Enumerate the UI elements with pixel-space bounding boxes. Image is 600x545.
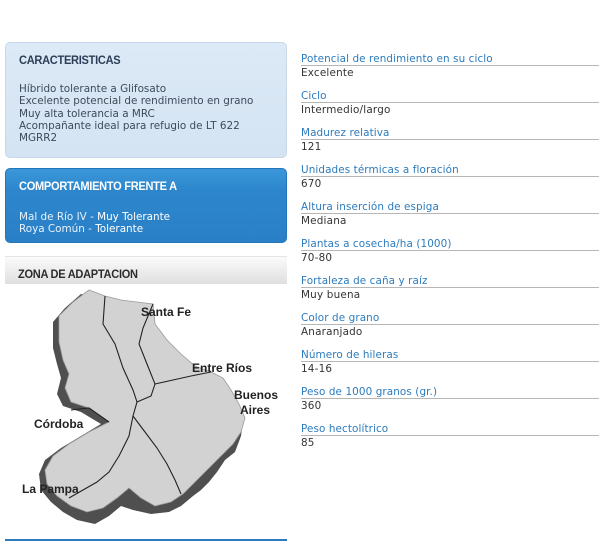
disease-name: Roya Común bbox=[19, 223, 85, 236]
zona-header bbox=[5, 256, 287, 285]
spec-label: Madurez relativa bbox=[301, 126, 599, 140]
label-aires: Aires bbox=[240, 403, 271, 417]
caracteristica-line: Híbrido tolerante a Glifosato bbox=[19, 83, 167, 95]
spec-row bbox=[301, 200, 599, 237]
spec-value: 70-80 bbox=[301, 252, 333, 264]
spec-row bbox=[301, 311, 599, 348]
spec-label: Ciclo bbox=[301, 89, 599, 103]
label-entre-rios: Entre Ríos bbox=[192, 361, 253, 375]
spec-value: Anaranjado bbox=[301, 326, 363, 338]
spec-label: Potencial de rendimiento en su ciclo bbox=[301, 52, 599, 66]
caracteristica-line: MGRR2 bbox=[19, 132, 58, 145]
label-santa-fe: Santa Fe bbox=[141, 305, 192, 319]
spec-row bbox=[301, 422, 599, 459]
spec-value: 85 bbox=[301, 437, 315, 449]
spec-row bbox=[301, 385, 599, 422]
comportamiento-panel bbox=[5, 168, 287, 243]
spec-row bbox=[301, 89, 599, 126]
caracteristicas-title: CARACTERISTICAS bbox=[19, 53, 121, 67]
spec-value: Excelente bbox=[301, 67, 354, 79]
comportamiento-title: COMPORTAMIENTO FRENTE A bbox=[19, 179, 177, 193]
spec-value: Intermedio/largo bbox=[301, 104, 391, 116]
spec-value: 360 bbox=[301, 400, 322, 412]
spec-label: Número de hileras bbox=[301, 348, 599, 362]
caracteristicas-list bbox=[19, 83, 253, 144]
caracteristica-line: Muy alta tolerancia a MRC bbox=[19, 107, 155, 120]
disease-row bbox=[19, 211, 170, 223]
label-cordoba: Córdoba bbox=[34, 417, 84, 431]
spec-value: 14-16 bbox=[301, 363, 333, 375]
spec-value: Muy buena bbox=[301, 289, 361, 301]
spec-row bbox=[301, 348, 599, 385]
spec-row bbox=[301, 52, 599, 89]
disease-row bbox=[19, 223, 170, 235]
adaptation-map bbox=[5, 284, 287, 534]
spec-label: Peso hectolítrico bbox=[301, 422, 599, 436]
spec-label: Altura inserción de espiga bbox=[301, 200, 599, 214]
spec-row bbox=[301, 163, 599, 200]
disease-rating: Tolerante bbox=[95, 223, 144, 236]
spec-value: 670 bbox=[301, 178, 322, 190]
comportamiento-list bbox=[19, 211, 170, 236]
zona-title: ZONA DE ADAPTACION bbox=[18, 267, 138, 281]
label-la-pampa: La Pampa bbox=[22, 482, 79, 496]
spec-label: Color de grano bbox=[301, 311, 599, 325]
spec-label: Unidades térmicas a floración bbox=[301, 163, 599, 177]
bottom-divider bbox=[5, 539, 287, 541]
spec-label: Plantas a cosecha/ha (1000) bbox=[301, 237, 599, 251]
spec-row bbox=[301, 274, 599, 311]
disease-name: Mal de Río IV bbox=[19, 211, 87, 223]
label-buenos: Buenos bbox=[234, 388, 279, 402]
spec-row bbox=[301, 126, 599, 163]
specs-list bbox=[301, 52, 599, 459]
spec-label: Fortaleza de caña y raíz bbox=[301, 274, 599, 288]
spec-value: 121 bbox=[301, 141, 322, 153]
caracteristicas-panel bbox=[5, 42, 287, 158]
separator: - bbox=[86, 211, 98, 223]
spec-value: Mediana bbox=[301, 215, 347, 227]
spec-label: Peso de 1000 granos (gr.) bbox=[301, 385, 599, 399]
spec-row bbox=[301, 237, 599, 274]
caracteristica-line: Excelente potencial de rendimiento en grano bbox=[19, 95, 254, 108]
caracteristica-line: Acompañante ideal para refugio de LT 622 bbox=[19, 119, 240, 132]
separator: - bbox=[84, 223, 96, 236]
map-svg bbox=[5, 284, 287, 534]
disease-rating: Muy Tolerante bbox=[97, 211, 171, 223]
